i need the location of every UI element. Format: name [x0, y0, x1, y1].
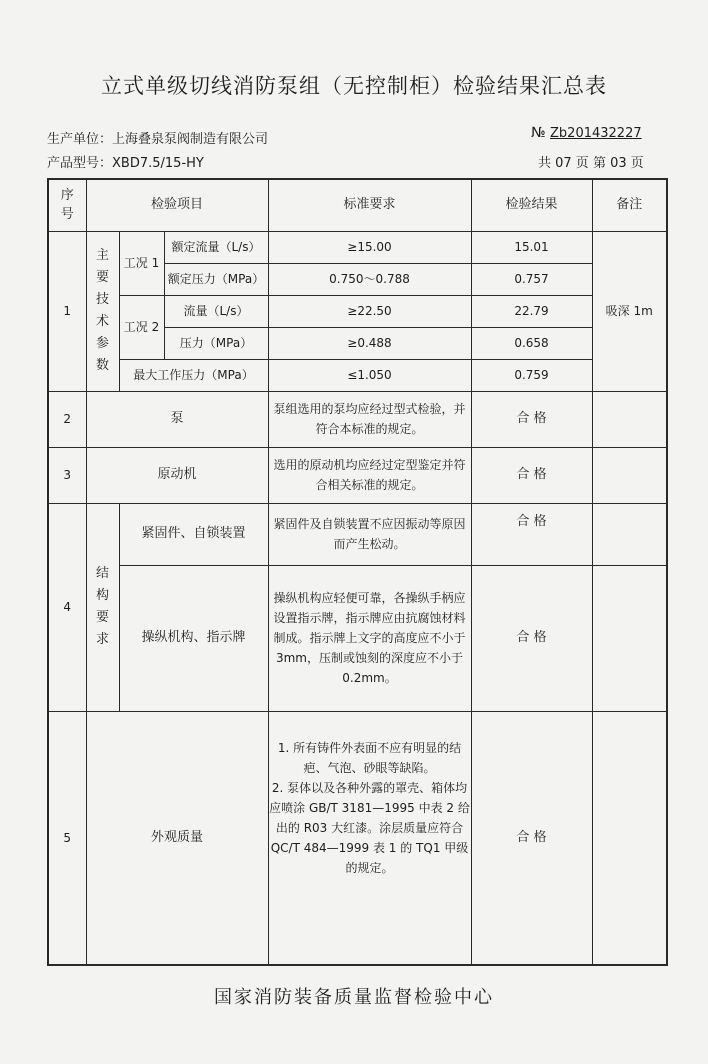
page-count: 共 07 页 第 03 页	[538, 156, 644, 171]
number-symbol: №	[531, 125, 546, 141]
row1-cond2-flow-result: 22.79	[471, 295, 592, 327]
document-title: 立式单级切线消防泵组（无控制柜）检验结果汇总表	[101, 74, 607, 98]
row1-seq: 1	[48, 231, 86, 391]
row1-cond2: 工况 2	[119, 295, 164, 359]
row3-seq: 3	[48, 447, 86, 503]
issuing-organization: 国家消防装备质量监督检验中心	[214, 987, 494, 1008]
row5-seq: 5	[48, 711, 86, 965]
row3-remark	[592, 447, 667, 503]
row1-group: 主要技术参数	[86, 231, 119, 391]
header-result: 检验结果	[471, 179, 592, 231]
row1-cond2-pressure-label: 压力（MPa）	[164, 327, 268, 359]
row4-operating-result: 合 格	[471, 565, 592, 711]
row1-cond1-pressure-result: 0.757	[471, 263, 592, 295]
model-line	[47, 152, 204, 171]
model-label: 产品型号：	[47, 156, 113, 171]
row1-cond1-pressure-label: 额定压力（MPa）	[164, 263, 268, 295]
row5-standard-clause1: 1. 所有铸件外表面不应有明显的结疤、气泡、砂眼等缺陷。	[277, 740, 462, 775]
row1-cond1: 工况 1	[119, 231, 164, 295]
row1-cond2-flow-label: 流量（L/s）	[164, 295, 268, 327]
row1-cond2-flow-std: ≥22.50	[268, 295, 471, 327]
row4-fastener-result: 合 格	[471, 503, 592, 565]
report-number-value: Zb201432227	[550, 126, 642, 141]
row1-max-pressure-label: 最大工作压力（MPa）	[119, 359, 268, 391]
row3-item: 原动机	[86, 447, 268, 503]
producer-name: 上海叠泉泵阀制造有限公司	[112, 132, 269, 147]
row2-item: 泵	[86, 391, 268, 447]
row4-operating-remark	[592, 565, 667, 711]
producer-label: 生产单位：	[47, 132, 113, 147]
row4-fastener-item: 紧固件、自锁装置	[119, 503, 268, 565]
row2-standard: 泵组选用的泵均应经过型式检验，并符合本标准的规定。	[268, 391, 471, 447]
header-seq: 序号	[48, 179, 86, 231]
row4-seq: 4	[48, 503, 86, 711]
row5-result: 合 格	[471, 711, 592, 965]
row4-fastener-standard: 紧固件及自锁装置不应因振动等原因而产生松动。	[268, 503, 471, 565]
row3-standard: 选用的原动机均应经过定型鉴定并符合相关标准的规定。	[268, 447, 471, 503]
row5-remark	[592, 711, 667, 965]
producer-line	[47, 128, 268, 147]
header-standard: 标准要求	[268, 179, 471, 231]
row2-seq: 2	[48, 391, 86, 447]
row1-max-pressure-std: ≤1.050	[268, 359, 471, 391]
report-number	[531, 125, 642, 141]
header-item: 检验项目	[86, 179, 268, 231]
row5-standard	[268, 711, 471, 965]
row1-remark: 吸深 1m	[592, 231, 667, 391]
row4-operating-standard: 操纵机构应轻便可靠，各操纵手柄应设置指示牌，指示牌应由抗腐蚀材料制成。指示牌上文字的高度应不小于 3mm，压制或蚀刻的深度应不小于 0.2mm。	[268, 565, 471, 711]
row5-item: 外观质量	[86, 711, 268, 965]
row2-remark	[592, 391, 667, 447]
row2-result: 合 格	[471, 391, 592, 447]
row1-cond2-pressure-result: 0.658	[471, 327, 592, 359]
row4-operating-item: 操纵机构、指示牌	[119, 565, 268, 711]
row1-cond2-pressure-std: ≥0.488	[268, 327, 471, 359]
row1-cond1-pressure-std: 0.750～0.788	[268, 263, 471, 295]
row1-cond1-flow-result: 15.01	[471, 231, 592, 263]
model-value: XBD7.5/15-HY	[112, 156, 204, 171]
row5-standard-clause2: 2. 泵体以及各种外露的罩壳、箱体均应喷涂 GB/T 3181—1995 中表 2 给出的 R03 大红漆。涂层质量应符合 QC/T 484—1999 表 1 的 TQ1 甲级的规定。	[269, 780, 470, 875]
row1-cond1-flow-label: 额定流量（L/s）	[164, 231, 268, 263]
header-remark: 备注	[592, 179, 667, 231]
row4-group: 结构要求	[86, 503, 119, 711]
row1-max-pressure-result: 0.759	[471, 359, 592, 391]
row3-result: 合 格	[471, 447, 592, 503]
row4-fastener-remark	[592, 503, 667, 565]
row1-cond1-flow-std: ≥15.00	[268, 231, 471, 263]
results-table	[47, 178, 668, 966]
